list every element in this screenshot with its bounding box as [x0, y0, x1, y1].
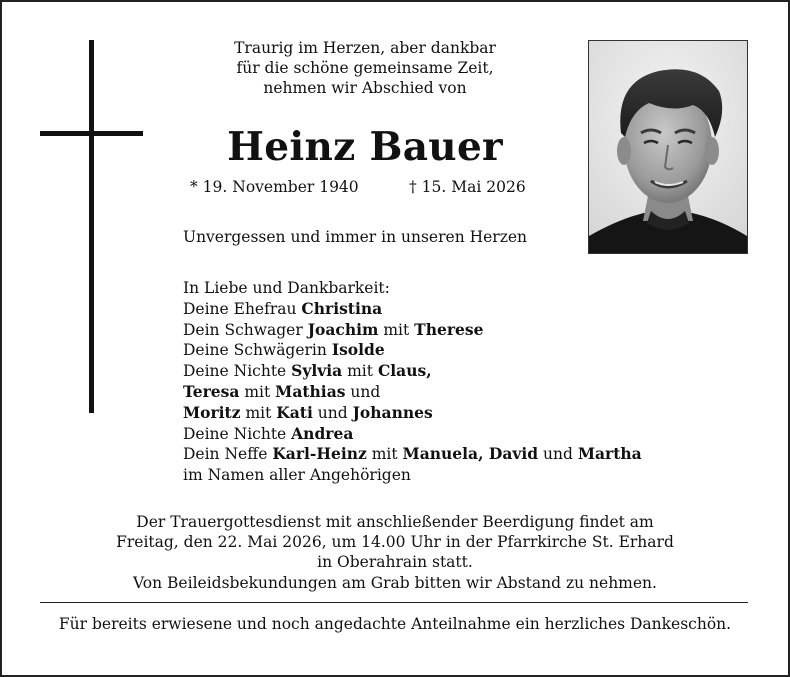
mourner-name: Teresa — [183, 381, 240, 401]
deceased-name: Heinz Bauer — [227, 124, 503, 170]
intro-line: Traurig im Herzen, aber dankbar — [234, 39, 496, 57]
mourner-name: Therese — [414, 319, 484, 339]
mourner-line — [183, 299, 642, 320]
mourner-line — [183, 424, 642, 445]
mourner-text: im Namen aller Angehörigen — [183, 466, 411, 485]
mourner-line — [183, 320, 642, 341]
mourner-name: Isolde — [331, 340, 385, 360]
mourner-text: mit — [239, 382, 276, 401]
service-line: Freitag, den 22. Mai 2026, um 14.00 Uhr in der Pfarrkirche St. Erhard — [116, 533, 674, 552]
mourner-text: Deine Ehefrau — [183, 299, 302, 318]
mourner-text: mit — [240, 403, 277, 422]
mourner-line — [183, 444, 642, 465]
intro-line: nehmen wir Abschied von — [263, 79, 467, 97]
mourner-name: Claus, — [377, 361, 432, 381]
mourner-name: Manuela, David — [402, 444, 539, 464]
service-line: Der Trauergottesdienst mit anschließender Beerdigung findet am — [136, 513, 654, 531]
mourner-name: Joachim — [307, 319, 379, 339]
service-line: Von Beileidsbekundungen am Grab bitten wir Abstand zu nehmen. — [133, 573, 657, 592]
intro-line: für die schöne gemeinsame Zeit, — [236, 59, 494, 77]
mourner-text: Dein Schwager — [183, 320, 308, 339]
cross-icon-bar — [40, 131, 143, 136]
birth-date: * 19. November 1940 — [190, 178, 359, 196]
memorial-phrase: Unvergessen und immer in unseren Herzen — [183, 228, 528, 246]
mourner-name: Mathias — [275, 381, 346, 401]
thanks-note: Für bereits erwiesene und noch angedachte Anteilnahme ein herzliches Dankeschön. — [58, 615, 732, 633]
intro-text — [190, 38, 540, 98]
mourner-name: Martha — [577, 444, 642, 464]
mourner-line — [183, 382, 642, 403]
mourner-name: Johannes — [352, 402, 433, 422]
service-notice — [40, 512, 750, 593]
mourner-text: und — [538, 445, 578, 464]
mourner-text: mit — [342, 362, 378, 381]
divider — [40, 602, 748, 603]
mourner-text: und — [345, 382, 381, 401]
mourner-text: In Liebe und Dankbarkeit: — [183, 279, 390, 297]
portrait-image — [589, 41, 747, 253]
mourner-name: Andrea — [291, 423, 354, 443]
mourner-name: Moritz — [183, 402, 241, 422]
mourners-list — [183, 278, 642, 486]
death-date: † 15. Mai 2026 — [409, 178, 526, 196]
cross-icon — [89, 40, 94, 413]
mourner-text: mit — [366, 445, 403, 464]
mourner-line — [183, 403, 642, 424]
mourner-line — [183, 465, 642, 486]
mourner-text: Deine Nichte — [183, 424, 292, 443]
portrait-photo — [588, 40, 748, 254]
mourner-name: Karl-Heinz — [272, 444, 367, 464]
mourner-text: Deine Nichte — [183, 362, 292, 381]
mourner-name: Kati — [276, 402, 313, 422]
mourner-name: Sylvia — [291, 361, 343, 381]
mourner-text: mit — [378, 320, 415, 339]
mourner-text: Dein Neffe — [183, 445, 273, 464]
mourner-line — [183, 278, 642, 299]
mourner-name: Christina — [301, 298, 383, 318]
mourner-line — [183, 340, 642, 361]
service-line: in Oberahrain statt. — [317, 553, 473, 572]
mourner-text: Deine Schwägerin — [183, 341, 332, 360]
mourner-text: und — [312, 403, 353, 422]
mourner-line — [183, 361, 642, 382]
